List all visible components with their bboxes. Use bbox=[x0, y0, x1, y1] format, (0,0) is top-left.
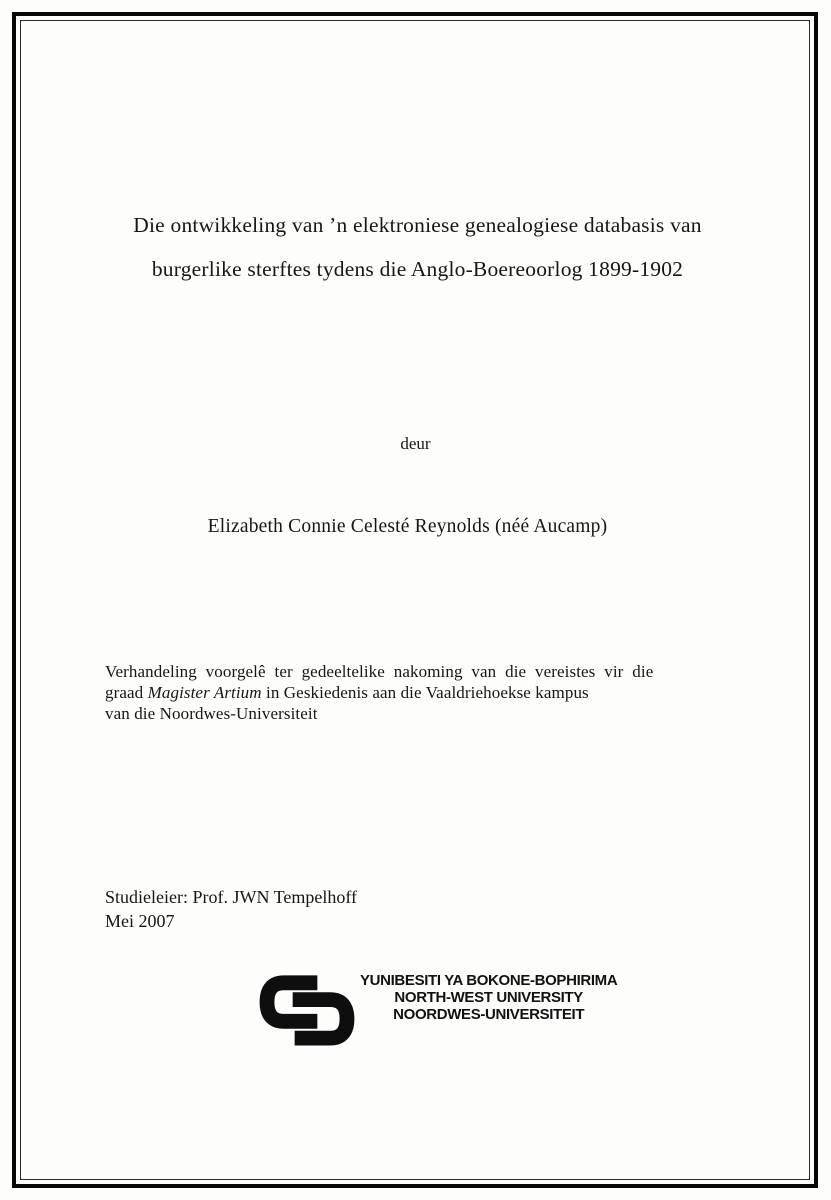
author-name: Elizabeth Connie Celesté Reynolds (néé Aucamp) bbox=[207, 516, 608, 537]
submission-line2 bbox=[105, 682, 750, 703]
nwu-interlocked-links-icon bbox=[257, 970, 356, 1048]
date-line: Mei 2007 bbox=[105, 910, 175, 931]
logo-text-setswana: YUNIBESITI YA BOKONE-BOPHIRIMA bbox=[360, 972, 618, 989]
university-logo bbox=[257, 970, 617, 1048]
submission-statement bbox=[105, 661, 750, 724]
submission-line1: Verhandeling voorgelê ter gedeeltelike nakoming van die vereistes vir die bbox=[105, 662, 654, 681]
thesis-title-line1: Die ontwikkeling van ’n elektroniese genealogiese databasis van bbox=[133, 213, 702, 237]
supervisor-block bbox=[105, 886, 357, 933]
submission-line2-suffix: in Geskiedenis aan die Vaaldriehoekse kampus bbox=[261, 683, 589, 702]
thesis-title-line2: burgerlike sterftes tydens die Anglo-Boereoorlog 1899-1902 bbox=[151, 257, 684, 281]
degree-name: Magister Artium bbox=[147, 683, 262, 702]
university-logo-text bbox=[360, 973, 617, 1023]
byline-deur: deur bbox=[400, 434, 431, 453]
logo-text-english: NORTH-WEST UNIVERSITY bbox=[394, 988, 583, 1006]
supervisor-line: Studieleier: Prof. JWN Tempelhoff bbox=[105, 887, 358, 907]
thesis-title bbox=[55, 203, 780, 291]
submission-line2-prefix: graad bbox=[105, 683, 148, 702]
logo-text-afrikaans: NOORDWES-UNIVERSITEIT bbox=[393, 1005, 585, 1023]
submission-line3: van die Noordwes-Universiteit bbox=[105, 704, 318, 723]
